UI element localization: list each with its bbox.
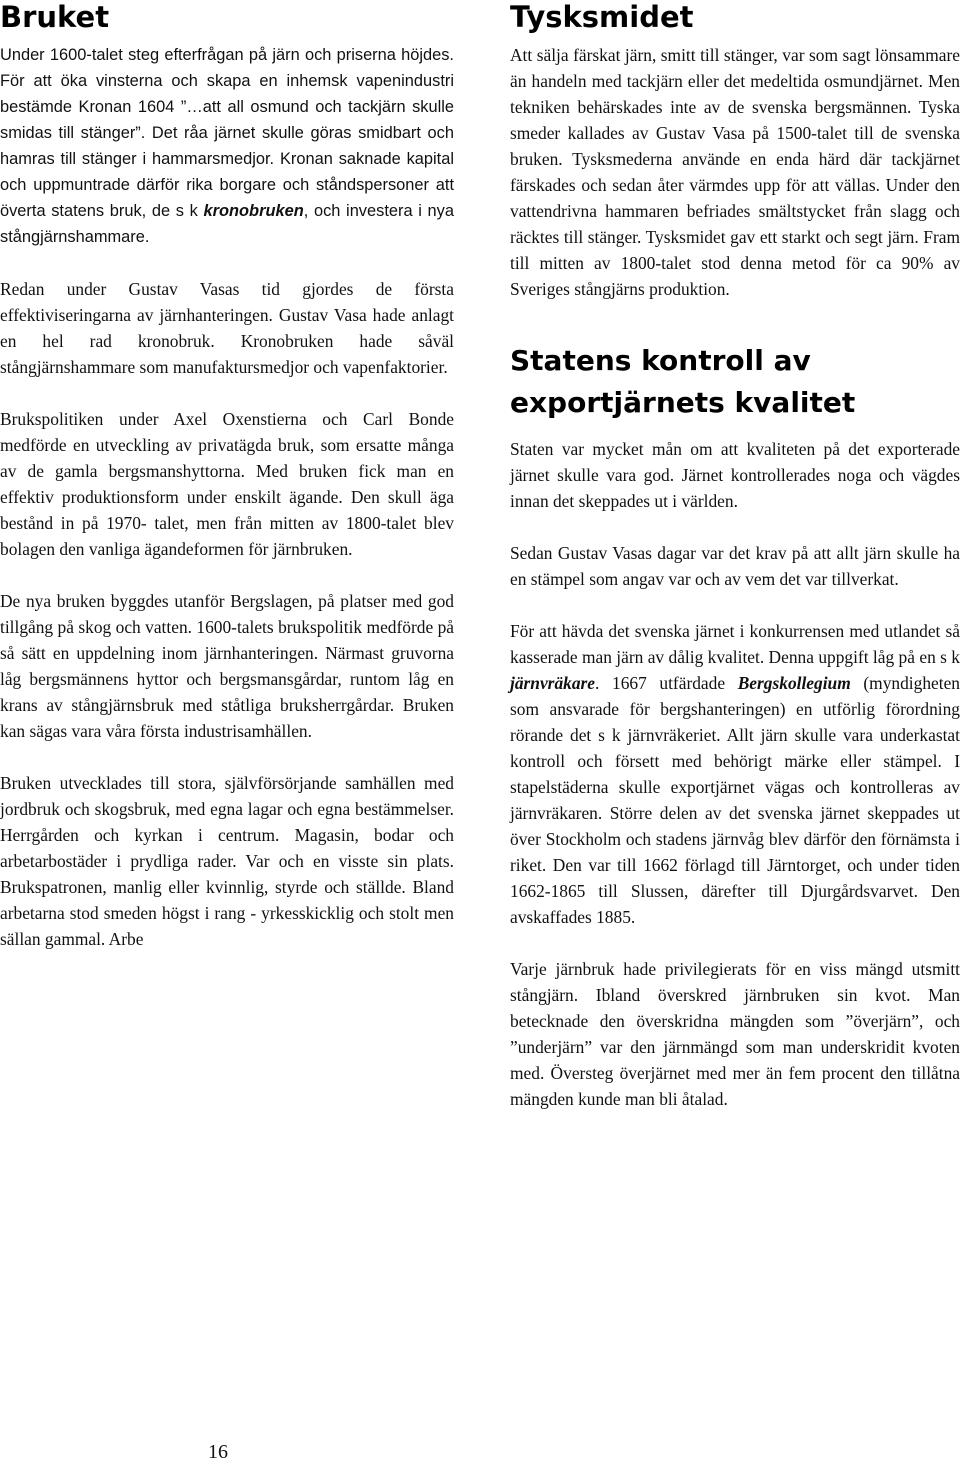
text-run: , och investera i nya stångjärnshammare. <box>0 202 454 246</box>
term-kronobruken: kronobruken <box>203 202 304 220</box>
page-number: 16 <box>208 1441 228 1463</box>
paragraph-kontroll-2: Sedan Gustav Vasas dagar var det krav på att allt järn skulle ha en stämpel som angav var och av vem det var tillverkat. <box>510 543 960 589</box>
heading-line-2: exportjärnets kvalitet <box>510 386 856 419</box>
paragraph-bruket-5: Bruken utvecklades till stora, självförsörjande samhällen med jordbruk och skogsbruk, med egna lagar och egna bestämmelser. Herrgården och kyrkan i centrum. Magasin, bodar och arbetarbostäder i prydliga rader. Var och en visste sin plats. Brukspatronen, manlig eller kvinnlig, styrde och ställde. Bland arbetarna stod smeden högst i rang - yrkesskicklig och stolt men sällan gammal. Arbe <box>0 773 454 949</box>
term-jarnvrakare: järnvräkare <box>510 673 596 693</box>
section-heading-statens-kontroll <box>510 340 960 424</box>
heading-line-1: Statens kontroll av <box>510 344 811 377</box>
text-run: För att hävda det svenska järnet i konkurrensen med utlandet så kasserade man järn av dålig kvalitet. Denna uppgift låg på en s k <box>510 621 960 667</box>
text-run: Under 1600-talet steg efterfrågan på järn och priserna höjdes. För att öka vinsterna och skapa en inhemsk vapenindustri bestämde Kronan 1604 ”…att all osmund och tackjärn skulle smidas till stänger”. Det råa järnet skulle göras smidbart och hamras till stänger i hammarsmedjor. Kronan saknade kapital och uppmuntrade därför rika borgare och ståndspersoner att överta statens bruk, de s k <box>0 46 454 220</box>
paragraph-bruket-1 <box>0 42 454 250</box>
paragraph-tysksmidet: Att sälja färskat järn, smitt till stänger, var som sagt lönsammare än handeln med tackjärn eller det medeltida osmundjärnet. Men tekniken behärskades inte av de svenska bergsmännen. Tyska smeder kallades av Gustav Vasa på 1500-talet till de svenska bruken. Tysksmederna använde en enda härd där tackjärnet färskades och sedan åter värmdes upp för att vällas. Under den vattendrivna hammaren befriades smältstycket från slagg och räcktes till stänger. Tysksmidet gav ett starkt och segt järn. Fram till mitten av 1800-talet stod denna metod för ca 90% av Sveriges stångjärns produktion. <box>510 45 960 299</box>
right-column <box>510 0 960 1112</box>
paragraph-kontroll-3 <box>510 618 960 930</box>
left-column <box>0 0 454 952</box>
paragraph-kontroll-4: Varje järnbruk hade privilegierats för en viss mängd utsmitt stångjärn. Ibland överskred järnbruken sin kvot. Man betecknade den överskridna mängden som ”överjärn”, och ”underjärn” var den järnmängd som man underskridit kvoten med. Översteg överjärnet med mer än fem procent den tillåtna mängden kunde man bli åtalad. <box>510 959 960 1109</box>
paragraph-bruket-4: De nya bruken byggdes utanför Bergslagen, på platser med god tillgång på skog och vatten. 1600-talets brukspolitik medförde på så sätt en uppdelning inom järnhanteringen. Närmast gruvorna låg bergsmännens hyttor och bergsmansgårdar, runtom låg en krans av stångjärnsbruk med ståtliga bruksherrgårdar. Bruken kan sägas vara våra första industrisamhällen. <box>0 591 454 741</box>
term-bergskollegium: Bergskollegium <box>737 673 851 693</box>
paragraph-bruket-3: Brukspolitiken under Axel Oxenstierna och Carl Bonde medförde en utveckling av privatägda bruk, som ersatte många av de gamla bergsmanshyttorna. Med bruken fick man en effektiv produktionsform under enskilt ägande. Den skull äga bestånd in på 1970- talet, men från mitten av 1800-talet blev bolagen den vanliga ägandeformen för järnbruken. <box>0 409 454 559</box>
text-run: . 1667 utfärdade <box>595 673 738 693</box>
text-run: (myndigheten som ansvarade för bergshanteringen) en utförlig förordning rörande det s k järnvräkeriet. Allt järn skulle vara underkastat kontroll och försett med behörigt märke eller stämpel. I stapelstäderna skulle exportjärnet vägas och kontrolleras av järnvräkaren. Större delen av det svenska järnet skeppades ut över Stockholm och stadens järnvåg blev därför den förnämsta i riket. Den var till 1662 förlagd till Järntorget, och under tiden 1662-1865 till Slussen, därefter till Djurgårdsvarvet. Den avskaffades 1885. <box>510 673 960 927</box>
section-heading-tysksmidet: Tysksmidet <box>510 0 694 34</box>
section-heading-bruket: Bruket <box>0 0 110 34</box>
paragraph-bruket-2: Redan under Gustav Vasas tid gjordes de första effektiviseringarna av järnhanteringen. Gustav Vasa hade anlagt en hel rad kronobruk. Kronobruken hade såväl stångjärnshammare som manufaktursmedjor och vapenfaktorier. <box>0 279 454 377</box>
paragraph-kontroll-1: Staten var mycket mån om att kvaliteten på det exporterade järnet skulle vara god. Järnet kontrollerades noga och vägdes innan det skeppades ut i världen. <box>510 439 960 511</box>
